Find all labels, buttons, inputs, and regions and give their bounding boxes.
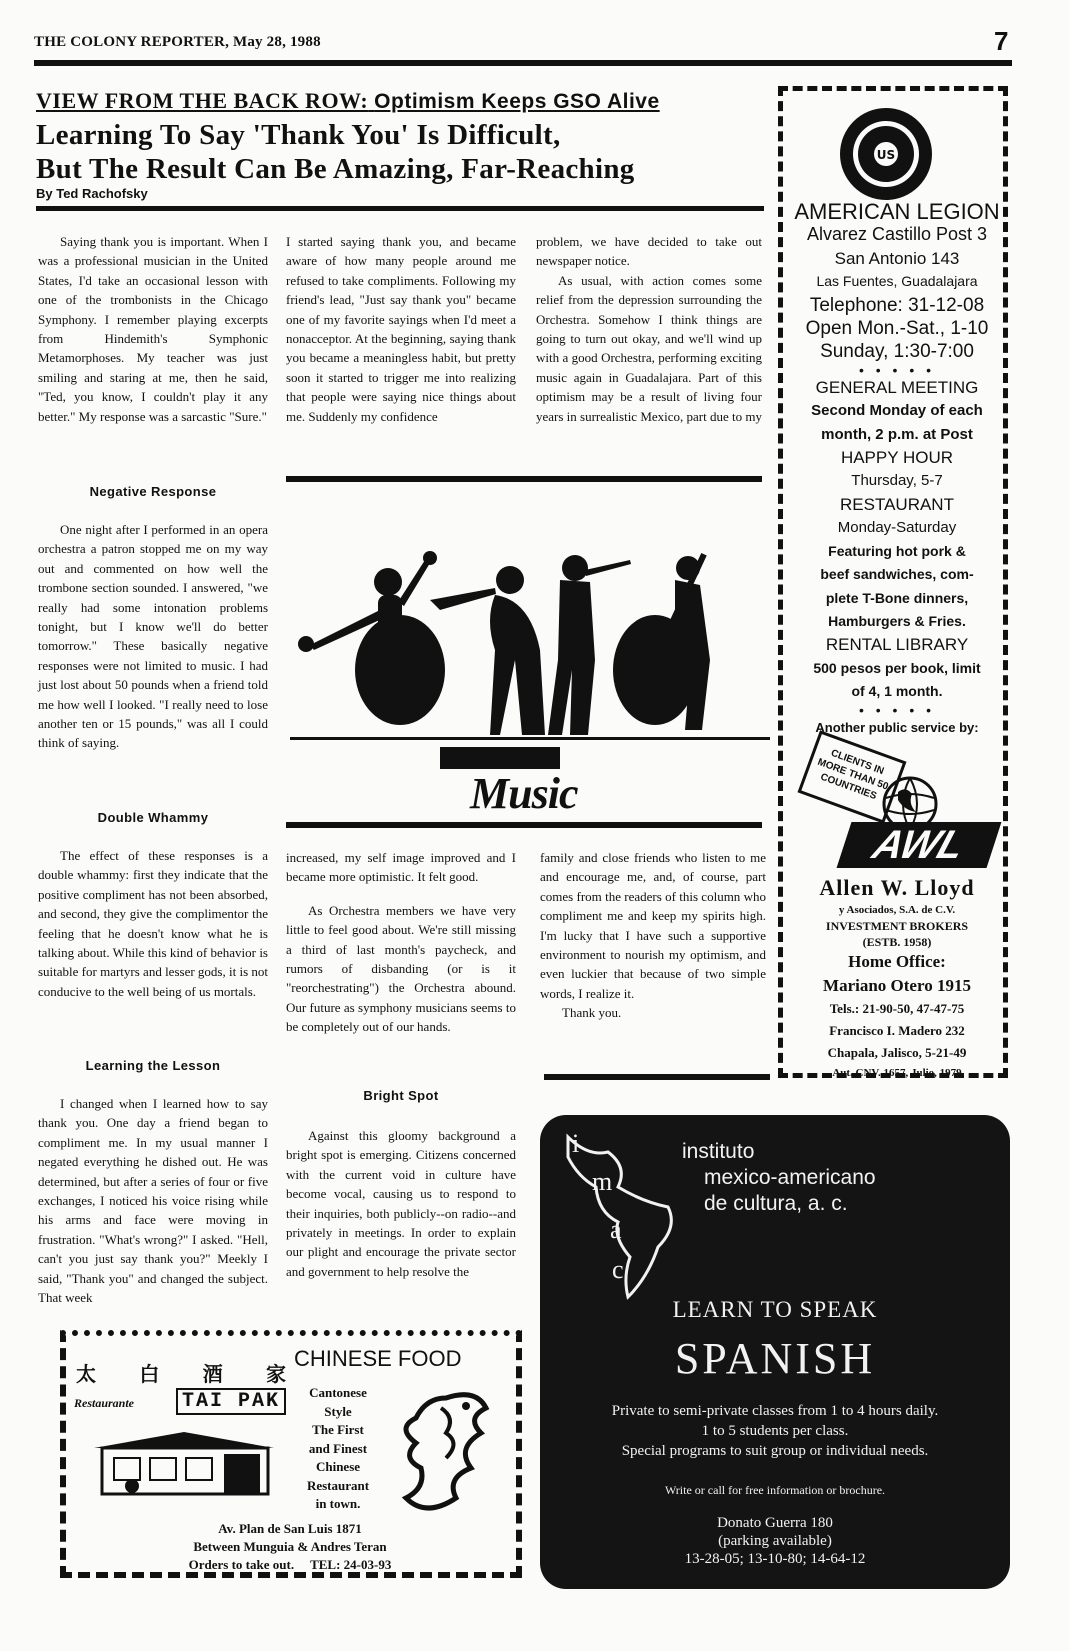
restaurant-building-illustration [84,1424,284,1498]
legion-address: San Antonio 143 [834,248,960,268]
drumstick-tip-right [423,551,437,565]
legion-library-1: 500 pesos per book, limit [813,659,981,676]
imac-name [682,1139,876,1217]
imac-line-2: 1 to 5 students per class. [701,1423,849,1439]
legion-public-service: Another public service by: [815,719,979,735]
flute [585,560,631,576]
imac-ad [540,1115,1010,1589]
byline: By Ted Rachofsky [36,186,148,201]
legion-restaurant-4: Hamburgers & Fries. [828,612,966,629]
chinese-address-2: Between Munguia & Andres Teran [193,1539,387,1554]
subhead-bright-spot: Bright Spot [363,1088,439,1103]
chinese-desc-line: The First [312,1422,364,1437]
chinese-hanzi-row [76,1358,286,1387]
imac-learn: LEARN TO SPEAK [672,1297,878,1322]
paragraph: One night after I performed in an opera orchestra a patron stopped me on my way out and commented on how well the trombone section sounded. I answered, "we really had some intonation problems tonight, but I know we'll do better tomorrow." These basically negative responses were not limited to music. I had just lost about 50 pounds when a friend told me how well I looked. "I really need to lose another ten or 15 pounds," was all I could think of saying. [38,522,268,751]
legion-hours-2: Sunday, 1:30-7:00 [820,341,974,363]
imac-line-3: Special programs to suit group or individual needs. [621,1443,929,1459]
column-1-learning [38,1094,268,1307]
legion-library-2: of 4, 1 month. [851,683,943,700]
imac-letter-m: m [592,1167,613,1196]
chinese-address-3: Orders to take out. TEL: 24-03-93 [188,1557,392,1572]
legion-restaurant-days: Monday-Saturday [837,519,957,537]
chinese-desc-line: Restaurant [306,1477,370,1493]
imac-letter-c: c [612,1255,624,1284]
awl-tels: Tels.: 21-90-50, 47-47-75 [829,1001,965,1016]
imac-line-1: Private to semi-private classes from 1 to 4 hours daily. [611,1403,939,1419]
legion-dots-2: • • • • • [858,701,936,718]
paragraph: Against this gloomy background a bright spot is emerging. Citizens concerned with the current void in culture have become vocal, causing us to respond to their inquiries, both publicly--on radio--and privately in meetings. In order to explain our plight and encourage the private sector and government to help resolve the [286,1128,516,1279]
music-rule-bottom [286,822,762,828]
headline-line-2: But The Result Can Be Amazing, Far-Reaching [36,153,635,185]
legion-hours-1: Open Mon.-Sat., 1-10 [805,318,989,340]
dragon-illustration [386,1388,506,1528]
kicker-label: VIEW FROM THE BACK ROW: [36,88,369,113]
imac-letter-i: i [572,1129,580,1158]
paragraph: As Orchestra members we have very little to feel good about. We're still missing a third of last month's paycheck, and rumors of disbanding (or is it "reorchestrating") the Orchestra abound. Our future as symphony musicians seems to be completely out of our hands. [286,902,516,1035]
column-2-top [286,232,516,426]
chinese-logo-name: TAI PAK [176,1388,286,1415]
paragraph: Saying thank you is important. When I was a professional musician in the United States, I'd take an occasional lesson with one of the trombonists in the Chicago Symphony. I remember playing excerpts from Hindemith's Symphonic Metamorphoses. My teacher was just smiling and staring at me, then he said, "Ted, you know, I couldn't play it any better." My response was a sarcastic "Sure." [38,234,268,424]
drumstick-right [398,560,430,606]
awl-authorization: Aut. CNV. 1657, Julio, 1979 [832,1067,962,1079]
imac-spanish: SPANISH [674,1334,876,1383]
chinese-desc-line: Chinese [315,1459,361,1474]
subhead-double-whammy: Double Whammy [97,810,209,825]
legion-happy-hour-time: Thursday, 5-7 [851,472,943,490]
chinese-desc-line: Cantonese [309,1385,367,1400]
article-kicker [36,88,660,114]
imac-address-1: Donato Guerra 180 [717,1515,833,1531]
chinese-desc-line: and Finest [308,1440,368,1456]
trumpet [430,588,496,610]
awl-company-type: INVESTMENT BROKERS [825,919,969,933]
chinese-desc-line: Style [324,1403,352,1419]
legion-area: Las Fuentes, Guadalajara [816,273,978,290]
chinese-description [290,1384,386,1514]
chinese-restaurant-word: Restaurante [74,1396,135,1410]
paragraph: increased, my self image improved and I became more optimistic. It felt good. [286,850,516,885]
chinese-desc-line: in town. [315,1496,361,1511]
column-1-double [38,846,268,1001]
paragraph: I changed when I learned how to say thank you. One day a friend began to compliment me. In my usual manner I negated everything he dished out. He was determined, but after a series of four or five exchanges, I noticed his voice rising while his arms and face were moving in frustration. "What's wrong?" I asked. "Hell, can't you just say thank you?" Meekly I said, "Thank you" and changed the subject. That week [38,1096,268,1306]
column-3-top [536,232,762,426]
paragraph: I started saying thank you, and became aware of how many people around me refused to take compliments. Following my friend's lead, "Just say thank you" became one of my favorite sayings when I'd meet a nonacceptor. At the beginning, saying thank you became a meaningless habit, but pretty soon it started to trigger me into realizing that people were saying nice things about me. Suddenly my confidence [286,234,516,424]
paragraph: problem, we have decided to take out newspaper notice. [536,234,762,269]
page-number: 7 [994,26,1009,56]
imac-address-2: (parking available) [718,1533,832,1549]
column-2-bright [286,1126,516,1281]
legion-meeting-1: Second Monday of each [811,402,983,420]
masthead-title: THE COLONY REPORTER, May 28, 1988 [34,34,321,50]
paragraph: As usual, with action comes some relief from the depression surrounding the Orchestra. Somehow I think things are going to turn out okay, and we'll wind up with a good Orchestra, performing exciting music again in Guadalajara. Part of this optimism may be a result of living four years in surrealistic Mexico, part due to my [536,272,762,424]
headline-rule [36,206,764,211]
subhead-learning-lesson: Learning the Lesson [85,1058,221,1073]
legion-library: RENTAL LIBRARY [825,635,969,655]
legion-restaurant: RESTAURANT [840,494,954,514]
legion-title: AMERICAN LEGION [794,199,1000,224]
trumpeter-head [496,566,524,594]
column-1-intro [38,232,268,426]
awl-established: (ESTB. 1958) [862,935,932,949]
column-1-negative [38,520,268,753]
hanzi-char: 白 [139,1362,160,1386]
kicker-subtitle: Optimism Keeps GSO Alive [374,90,660,113]
column-3-end-rule [544,1074,770,1080]
legion-restaurant-2: beef sandwiches, com- [820,566,974,583]
imac-name-1: instituto [682,1140,755,1163]
music-rule-top [286,476,762,482]
legion-ad [789,196,1005,739]
headline-line-1: Learning To Say 'Thank You' Is Difficult, [36,119,561,151]
hanzi-char: 太 [76,1362,96,1386]
awl-company-sub: y Asociados, S.A. de C.V. [838,904,956,916]
chinese-address [120,1520,460,1574]
awl-logo: AWL [837,822,1002,868]
hanzi-char: 酒 [202,1362,223,1386]
column-2-bottom [286,848,516,1037]
chinese-title: CHINESE FOOD [294,1346,462,1371]
drumstick-tip-left [298,636,314,652]
paragraph: Thank you. [562,1005,622,1021]
legion-emblem [836,106,936,202]
masthead-rule [34,60,1012,66]
awl-home-office: Home Office: [848,952,946,971]
imac-phones: 13-28-05; 13-10-80; 14-64-12 [684,1551,866,1567]
legion-telephone: Telephone: 31-12-08 [809,294,985,316]
awl-branch: Francisco I. Madero 232 [829,1023,965,1038]
hanzi-char: 家 [265,1362,286,1386]
svg-text:US: US [876,148,896,162]
paragraph: family and close friends who listen to me and encourage me, and, of course, part comes from the readers of this column who compliment me and keep my spirits high. I'm lucky that I have such a supportive environment to nourish my optimism, and even luckier that because of two simple words, I realize it. [540,850,766,1001]
drummer-head [374,568,402,596]
awl-home-address: Mariano Otero 1915 [823,976,971,995]
column-3-bottom [540,848,766,1023]
musicians-illustration [290,540,770,740]
stage-bar [440,747,560,769]
flutist-head [562,555,588,581]
awl-company: Allen W. Lloyd [819,875,975,900]
legion-restaurant-3: plete T-Bone dinners, [825,589,969,606]
flutist-body [548,580,595,735]
paragraph: The effect of these responses is a double whammy: first they indicate that the positive compliment has not been absorbed, and second, they give the complimentor the feeling that he doesn't know what he is talking about. While this kind of behavior is suitable for martyrs and lesser gods, it is not conducive to the well being of us mortals. [38,848,268,999]
legion-restaurant-1: Featuring hot pork & [828,542,966,559]
article-headline [36,118,635,186]
subhead-negative-response: Negative Response [89,484,217,499]
music-label: Music [470,769,578,818]
legion-meeting-2: month, 2 p.m. at Post [821,425,973,443]
imac-line-4: Write or call for free information or brochure. [664,1483,886,1497]
imac-name-2: mexico-americano [704,1166,876,1189]
legion-post: Alvarez Castillo Post 3 [806,224,988,245]
trumpeter-body [490,595,545,735]
awl-badge-text: CLIENTS IN MORE THAN 50 COUNTRIES [815,747,890,803]
awl-branch-city: Chapala, Jalisco, 5-21-49 [827,1045,967,1060]
legion-dots: • • • • • [858,361,936,378]
imac-name-3: de cultura, a. c. [704,1192,848,1215]
awl-company-block [790,874,1004,1082]
imac-letter-a: a [610,1215,622,1244]
stage-floor [290,737,770,740]
legion-happy-hour: HAPPY HOUR [840,448,954,468]
chinese-address-1: Av. Plan de San Luis 1871 [218,1521,362,1536]
legion-meeting-title: GENERAL MEETING [815,377,979,397]
